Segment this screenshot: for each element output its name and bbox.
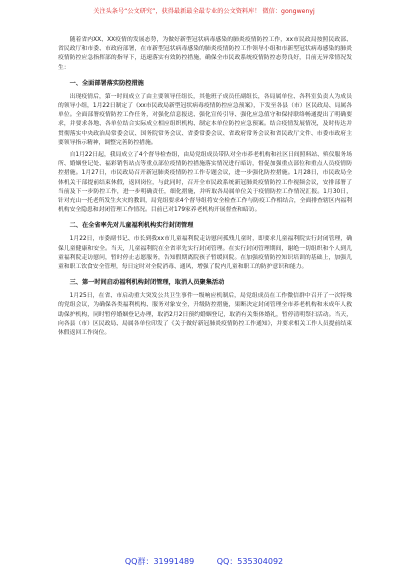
qq-group-text: QQ群：31991489 bbox=[124, 557, 195, 566]
section-1-paragraph-1: 出现疫情后，第一时间成立了由主要领导任组长，其他班子成员任副组长，各局属单位、各科室负责人为成员的领导小组，1月22日制定了《xx市民政局新型冠状病毒疫情防控应急预案》，下发至各县（市）区民政局、局属各单位。全面部署疫情防控工作任务，对强化信息报送、强化宣传引导、强化应急值守和保持联络畅通提出了明确要求，并要求各地、各单位结合实际成立相应组织机构、制定本单位防控应急预案。结合疫情发展情况，及时传达并贯彻落实中央政治局常委会议、国务院常务会议、省委常委会议、省政府常务会议和省民政厅文件、市委市政府主要领导指示精神，调整完善防控措施。 bbox=[58, 93, 352, 146]
document-body bbox=[58, 36, 352, 341]
header-banner: 关注头条号“公文研究”，获得最新最全最专业的公文资料库！ 微信：gongwenyj bbox=[93, 8, 315, 15]
section-3-paragraph: 1月25日，在省、市启动重大突发公共卫生事件一级响应机制后，局党组成员在工作微信群中召开了一次特殊的党组会议，为确保各类福利机构、服务对象安全，升级防控措施，果断决定封闭管理全市养老机构和未成年人救助保护机构，同时暂停婚姻登记办理，取消2月2日预约婚姻登记，取消有关集体婚礼，暂停清明祭扫活动。当天，向各县（市）区民政局、局属各单位印发了《关于做好新冠肺炎疫情防控工作通知》，并要求相关工作人员提前结束休假返回工作岗位。 bbox=[58, 293, 352, 337]
section-heading-1: 一、全面部署落实防控措施 bbox=[69, 79, 144, 87]
section-1-paragraph-2: 自1月22日起，我局成立了4个督导检查组，由局党组成员带队对全市养老机构和社区日间照料站、殡仪服务场所、婚姻登记处、福彩销售站点等重点部位疫情防控措施落实情况进行暗访，督促加强重点部位和重点人员疫情防控措施。1月27日，市民政局召开新冠肺炎疫情防控工作专题会议，进一步强化防控措施。1月28日，市民政局全体机关干部提前结束休假，返回岗位，与此同时，召开全市民政系统新冠肺炎疫情防控工作视频会议，安排部署了当前及下一步防控工作，进一步明确责任，细化措施，并听取各局属单位关于疫情防控工作情况汇报。1月30日，针对充山一托老所发生火灾的教训，局党组要求4个督导组将安全检查工作与防疫工作相结合，全面排查辖区内福利机构安全隐患和封闭管理工作情况。目前已对179家养老机构开展督查和暗访。 bbox=[58, 152, 352, 214]
qq-number-text: QQ：535304092 bbox=[216, 557, 284, 566]
section-heading-2: 二、在全省率先对儿童福利机构实行封闭管理 bbox=[69, 222, 194, 230]
footer-contact bbox=[0, 557, 408, 567]
intro-paragraph: 随着省内XX、XX疫情的发展态势，为做好新型冠状病毒感染的肺炎疫情防控工作，xx市民政局按照民政部、省民政厅和市委、市政府部署，在市新型冠状病毒感染的肺炎疫情防控工作领导小组和市新型冠状病毒感染的肺炎疫情防控应急指挥部的指导下，迅速落实有效防控措施，确保全市民政系统疫情防控态势良好，目前无异常情况发生： bbox=[58, 37, 352, 71]
section-heading-3: 三、第一时间启动福利机构封闭管理，取消人员聚集活动 bbox=[69, 279, 225, 287]
section-2-paragraph: 1月22日，市委副书记、市长到我xx市儿童福利院走访慰问孤残儿童时，即要求儿童福利院实行封闭管理，确保儿童健康和安全。当天，儿童福利院在全省率先实行封闭管理。在实行封闭管理期间，谢绝一切组织和个人到儿童福利院走访慰问，暂时停止志愿服务，告知假期离院孩子暂缓回院。在加强疫情防控知识培训的基础上，加强儿童和职工饮食安全管理，每日定时对全院消毒、通风，增强了院内儿童和职工的防护意识和能力。 bbox=[58, 236, 352, 271]
